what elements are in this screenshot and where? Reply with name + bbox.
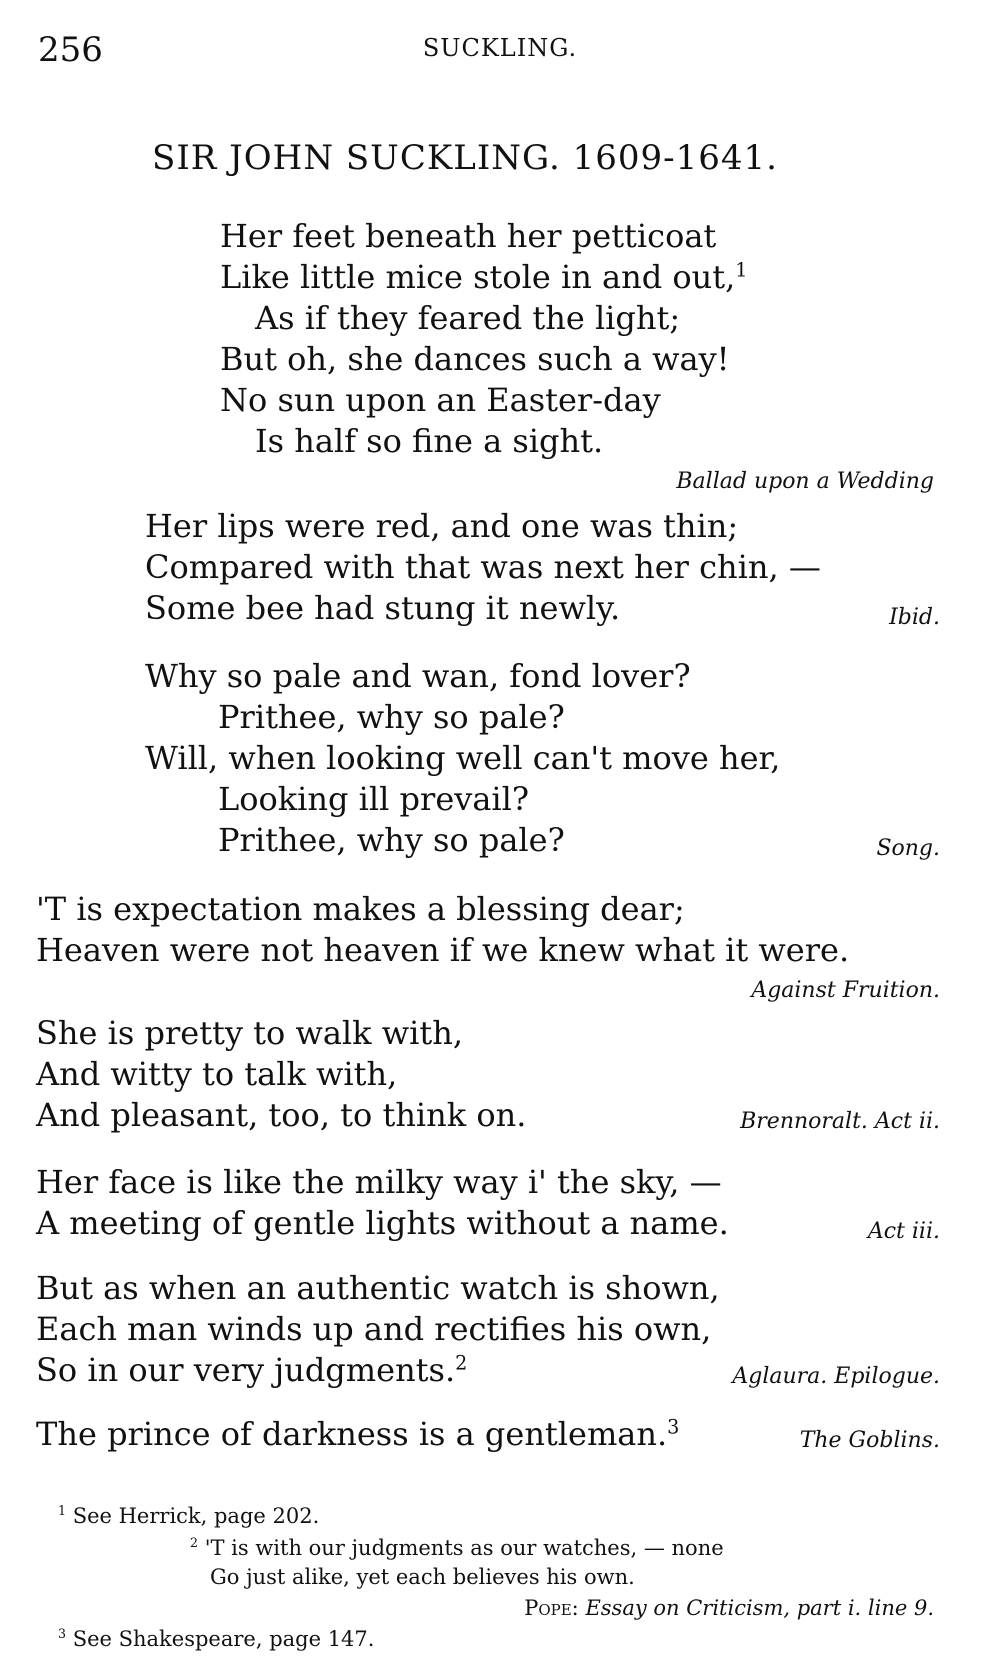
- quote-line: And witty to talk with,: [36, 1055, 398, 1093]
- quote-line: Why so pale and wan, fond lover?: [145, 657, 691, 695]
- quote-line: No sun upon an Easter-day: [220, 381, 661, 419]
- quote-source: Brennoralt. Act ii.: [740, 1109, 940, 1134]
- quote-line: Heaven were not heaven if we knew what it were.: [36, 931, 850, 969]
- running-head: SUCKLING.: [422, 34, 578, 62]
- quote-line: And pleasant, too, to think on.: [36, 1096, 527, 1134]
- footnote-mark: 3: [667, 1415, 680, 1439]
- quote-line: Is half so fine a sight.: [255, 422, 604, 460]
- quote-source: Act iii.: [867, 1219, 940, 1244]
- quote-line: The prince of darkness is a gentleman.$^3$: [36, 1415, 680, 1453]
- quote-line: Like little mice stole in and out,$^1$: [220, 258, 748, 296]
- quote-line: A meeting of gentle lights without a name.: [36, 1204, 729, 1242]
- quote-source: Ibid.: [889, 605, 940, 630]
- quote-line: 'T is expectation makes a blessing dear;: [36, 890, 685, 928]
- quote-source: Ballad upon a Wedding: [676, 469, 934, 494]
- footnote-mark: 2: [455, 1351, 468, 1375]
- footnote-2-attribution: Pope: Essay on Criticism, part i. line 9.: [524, 1596, 934, 1620]
- quote-line: Looking ill prevail?: [218, 780, 530, 818]
- author-title: SIR JOHN SUCKLING. 1609-1641.: [152, 138, 778, 178]
- footnote-2-line: $^2$ 'T is with our judgments as our watches, — none: [190, 1535, 724, 1560]
- quote-source: Against Fruition.: [751, 978, 940, 1003]
- quote-line: But oh, she dances such a way!: [220, 340, 730, 378]
- quote-line: Her face is like the milky way i' the sky, —: [36, 1163, 722, 1201]
- quote-source: The Goblins.: [799, 1428, 940, 1453]
- quote-line: Will, when looking well can't move her,: [145, 739, 781, 777]
- quote-line: Some bee had stung it newly.: [145, 589, 621, 627]
- footnote-1: $^1$ See Herrick, page 202.: [58, 1503, 320, 1528]
- footnote-2-line: Go just alike, yet each believes his own.: [210, 1565, 635, 1589]
- quote-line: Prithee, why so pale?: [218, 821, 565, 859]
- quote-line: Compared with that was next her chin, —: [145, 548, 821, 586]
- quote-source: Aglaura. Epilogue.: [732, 1364, 940, 1389]
- quote-line: Her feet beneath her petticoat: [220, 217, 717, 255]
- quote-line: But as when an authentic watch is shown,: [36, 1269, 720, 1307]
- quote-line: Her lips were red, and one was thin;: [145, 507, 739, 545]
- footnote-mark: 1: [735, 258, 748, 282]
- quote-source: Song.: [876, 836, 940, 861]
- quote-line: As if they feared the light;: [255, 299, 681, 337]
- quote-line: So in our very judgments.$^2$: [36, 1351, 468, 1389]
- quote-line: She is pretty to walk with,: [36, 1014, 463, 1052]
- quote-line: Prithee, why so pale?: [218, 698, 565, 736]
- page-number: 256: [38, 30, 103, 70]
- footnote-3: $^3$ See Shakespeare, page 147.: [58, 1626, 375, 1651]
- quote-line: Each man winds up and rectifies his own,: [36, 1310, 712, 1348]
